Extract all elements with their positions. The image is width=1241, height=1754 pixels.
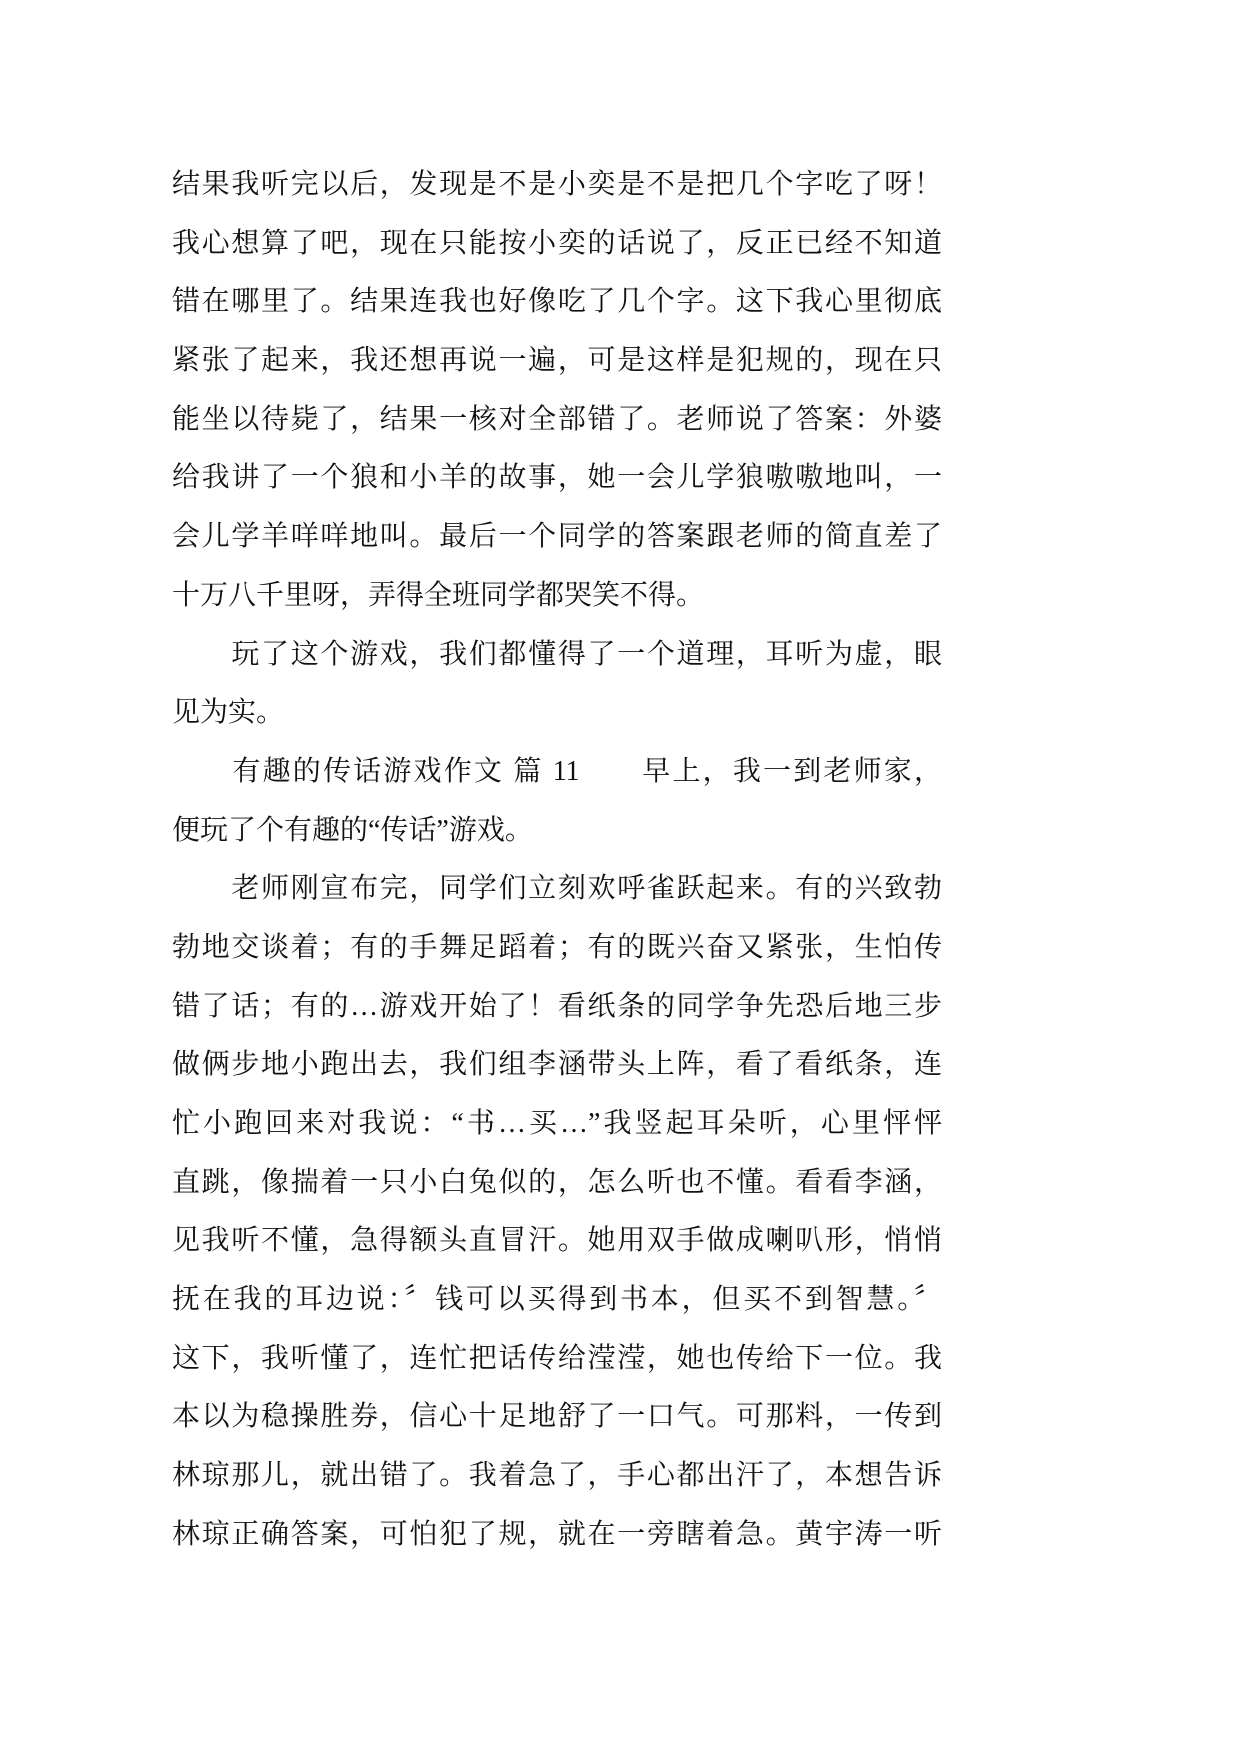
text-line: 会儿学羊咩咩地叫。最后一个同学的答案跟老师的简直差了 xyxy=(172,521,942,553)
text-line: 错在哪里了。结果连我也好像吃了几个字。这下我心里彻底 xyxy=(172,286,942,318)
text-line: 林琼正确答案，可怕犯了规，就在一旁瞎着急。黄宇涛一听 xyxy=(172,1518,942,1550)
text-line: 有趣的传话游戏作文 篇 11 早上，我一到老师家， xyxy=(172,755,942,787)
text-line: 这下，我听懂了，连忙把话传给滢滢，她也传给下一位。我 xyxy=(172,1342,942,1374)
text-line: 见为实。 xyxy=(172,697,285,729)
text-line: 我心想算了吧，现在只能按小奕的话说了，反正已经不知道 xyxy=(172,227,942,259)
text-line: 十万八千里呀，弄得全班同学都哭笑不得。 xyxy=(172,579,705,611)
text-line: 勃地交谈着；有的手舞足蹈着；有的既兴奋又紧张，生怕传 xyxy=(172,931,942,963)
text-line: 直跳，像揣着一只小白兔似的，怎么听也不懂。看看李涵， xyxy=(172,1166,942,1198)
text-line: 老师刚宣布完，同学们立刻欢呼雀跃起来。有的兴致勃 xyxy=(172,873,942,905)
text-line: 抚在我的耳边说：〞钱可以买得到书本，但买不到智慧。〞 xyxy=(172,1284,942,1316)
text-line: 给我讲了一个狼和小羊的故事，她一会儿学狼嗷嗷地叫，一 xyxy=(172,462,942,494)
text-line: 本以为稳操胜券，信心十足地舒了一口气。可那料，一传到 xyxy=(172,1401,942,1433)
text-line: 见我听不懂，急得额头直冒汗。她用双手做成喇叭形，悄悄 xyxy=(172,1225,942,1257)
text-line: 便玩了个有趣的“传话”游戏。 xyxy=(172,814,533,846)
text-line: 做俩步地小跑出去，我们组李涵带头上阵，看了看纸条，连 xyxy=(172,1049,942,1081)
text-line: 紧张了起来，我还想再说一遍，可是这样是犯规的，现在只 xyxy=(172,345,942,377)
text-line: 玩了这个游戏，我们都懂得了一个道理，耳听为虚，眼 xyxy=(172,638,942,670)
text-line: 错了话；有的…游戏开始了！看纸条的同学争先恐后地三步 xyxy=(172,990,942,1022)
text-line: 能坐以待毙了，结果一核对全部错了。老师说了答案：外婆 xyxy=(172,403,942,435)
document-body xyxy=(172,156,942,1565)
text-line: 林琼那儿，就出错了。我着急了，手心都出汗了，本想告诉 xyxy=(172,1460,942,1492)
text-line: 忙小跑回来对我说：“书…买…”我竖起耳朵听，心里怦怦 xyxy=(172,1108,942,1139)
text-line: 结果我听完以后，发现是不是小奕是不是把几个字吃了呀！ xyxy=(172,169,942,200)
